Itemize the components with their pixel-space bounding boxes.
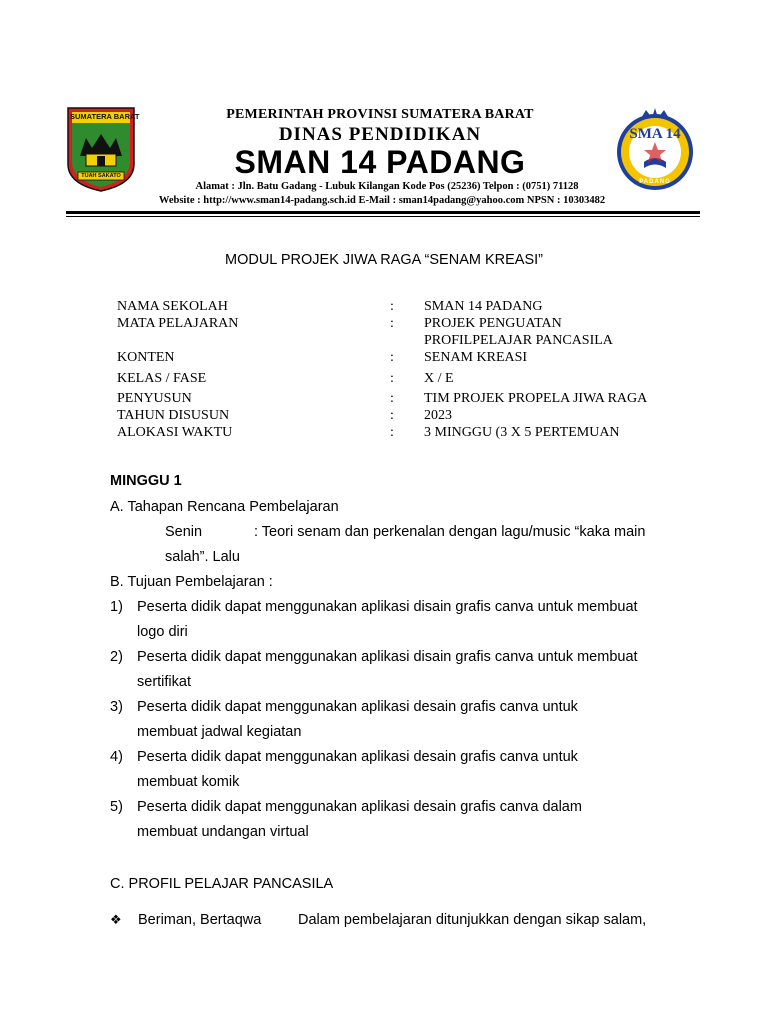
list-item-number: 3) bbox=[110, 699, 123, 715]
info-label: PENYUSUN bbox=[117, 391, 192, 406]
schedule-text: : Teori senam dan perkenalan dengan lagu/music “kaka main bbox=[254, 524, 646, 540]
section-b-heading: B. Tujuan Pembelajaran : bbox=[110, 574, 273, 590]
list-item-text-continued: sertifikat bbox=[137, 674, 191, 690]
info-colon: : bbox=[390, 316, 394, 331]
list-item-text: Peserta didik dapat menggunakan aplikasi disain grafis canva untuk membuat bbox=[137, 649, 638, 665]
info-value: SENAM KREASI bbox=[424, 350, 528, 365]
info-colon: : bbox=[390, 391, 394, 406]
list-item-number: 4) bbox=[110, 749, 123, 765]
schedule-day: Senin bbox=[165, 524, 203, 540]
left-logo-top-text: SUMATERA BARAT bbox=[70, 112, 140, 121]
letterhead-rule-thick bbox=[66, 211, 700, 214]
info-colon: : bbox=[390, 408, 394, 423]
info-value: PROJEK PENGUATAN bbox=[424, 316, 562, 331]
info-label: TAHUN DISUSUN bbox=[117, 408, 230, 423]
info-value: 3 MINGGU (3 X 5 PERTEMUAN bbox=[424, 425, 620, 440]
list-item-text-continued: membuat komik bbox=[137, 774, 240, 790]
right-logo bbox=[610, 106, 700, 192]
info-label: KONTEN bbox=[117, 350, 175, 365]
info-label: KELAS / FASE bbox=[117, 371, 207, 386]
letterhead-contact: Website : http://www.sman14-padang.sch.id E-Mail : sman14padang@yahoo.com NPSN : 10303482 bbox=[158, 195, 606, 206]
right-logo-ring-text: SMA 14 bbox=[629, 126, 681, 142]
schedule-text-continued: salah”. Lalu bbox=[165, 549, 240, 565]
left-logo bbox=[66, 106, 140, 192]
document-title: MODUL PROJEK JIWA RAGA “SENAM KREASI” bbox=[225, 252, 543, 268]
letterhead-address: Alamat : Jln. Batu Gadang - Lubuk Kilangan Kode Pos (25236) Telpon : (0751) 71128 bbox=[195, 181, 579, 192]
list-item-text: Peserta didik dapat menggunakan aplikasi desain grafis canva untuk bbox=[137, 699, 578, 715]
info-value-continued: PROFILPELAJAR PANCASILA bbox=[424, 333, 613, 348]
info-colon: : bbox=[390, 371, 394, 386]
right-logo-bottom-text: PADANG bbox=[639, 179, 671, 185]
list-item-number: 1) bbox=[110, 599, 123, 615]
letterhead-line1: PEMERINTAH PROVINSI SUMATERA BARAT bbox=[226, 107, 534, 122]
info-colon: : bbox=[390, 350, 394, 365]
left-logo-bottom-text: TUAH SAKATO bbox=[81, 173, 121, 179]
letterhead-line2: DINAS PENDIDIKAN bbox=[278, 124, 482, 145]
info-label: ALOKASI WAKTU bbox=[117, 425, 233, 440]
info-colon: : bbox=[390, 299, 394, 314]
letterhead-rule-thin bbox=[66, 216, 700, 217]
diamond-bullet-icon: ❖ bbox=[110, 912, 122, 927]
list-item-text-continued: membuat undangan virtual bbox=[137, 824, 309, 840]
section-a-heading: A. Tahapan Rencana Pembelajaran bbox=[110, 499, 339, 515]
profile-item-label: Beriman, Bertaqwa bbox=[138, 912, 262, 928]
list-item-number: 2) bbox=[110, 649, 123, 665]
list-item-text: Peserta didik dapat menggunakan aplikasi disain grafis canva untuk membuat bbox=[137, 599, 638, 615]
info-colon: : bbox=[390, 425, 394, 440]
list-item-text-continued: membuat jadwal kegiatan bbox=[137, 724, 302, 740]
section-c-heading: C. PROFIL PELAJAR PANCASILA bbox=[110, 876, 334, 892]
list-item-text: Peserta didik dapat menggunakan aplikasi desain grafis canva dalam bbox=[137, 799, 582, 815]
info-value: TIM PROJEK PROPELA JIWA RAGA bbox=[424, 391, 648, 406]
list-item-text: Peserta didik dapat menggunakan aplikasi desain grafis canva untuk bbox=[137, 749, 578, 765]
letterhead-school-name: SMAN 14 PADANG bbox=[234, 144, 526, 180]
list-item-text-continued: logo diri bbox=[137, 624, 188, 640]
info-label: NAMA SEKOLAH bbox=[117, 299, 228, 314]
profile-item-text: Dalam pembelajaran ditunjukkan dengan sikap salam, bbox=[298, 912, 647, 928]
info-value: X / E bbox=[424, 371, 454, 386]
list-item-number: 5) bbox=[110, 799, 123, 815]
info-value: 2023 bbox=[424, 408, 452, 423]
info-value: SMAN 14 PADANG bbox=[424, 299, 543, 314]
info-label: MATA PELAJARAN bbox=[117, 316, 239, 331]
week-heading: MINGGU 1 bbox=[110, 473, 182, 489]
